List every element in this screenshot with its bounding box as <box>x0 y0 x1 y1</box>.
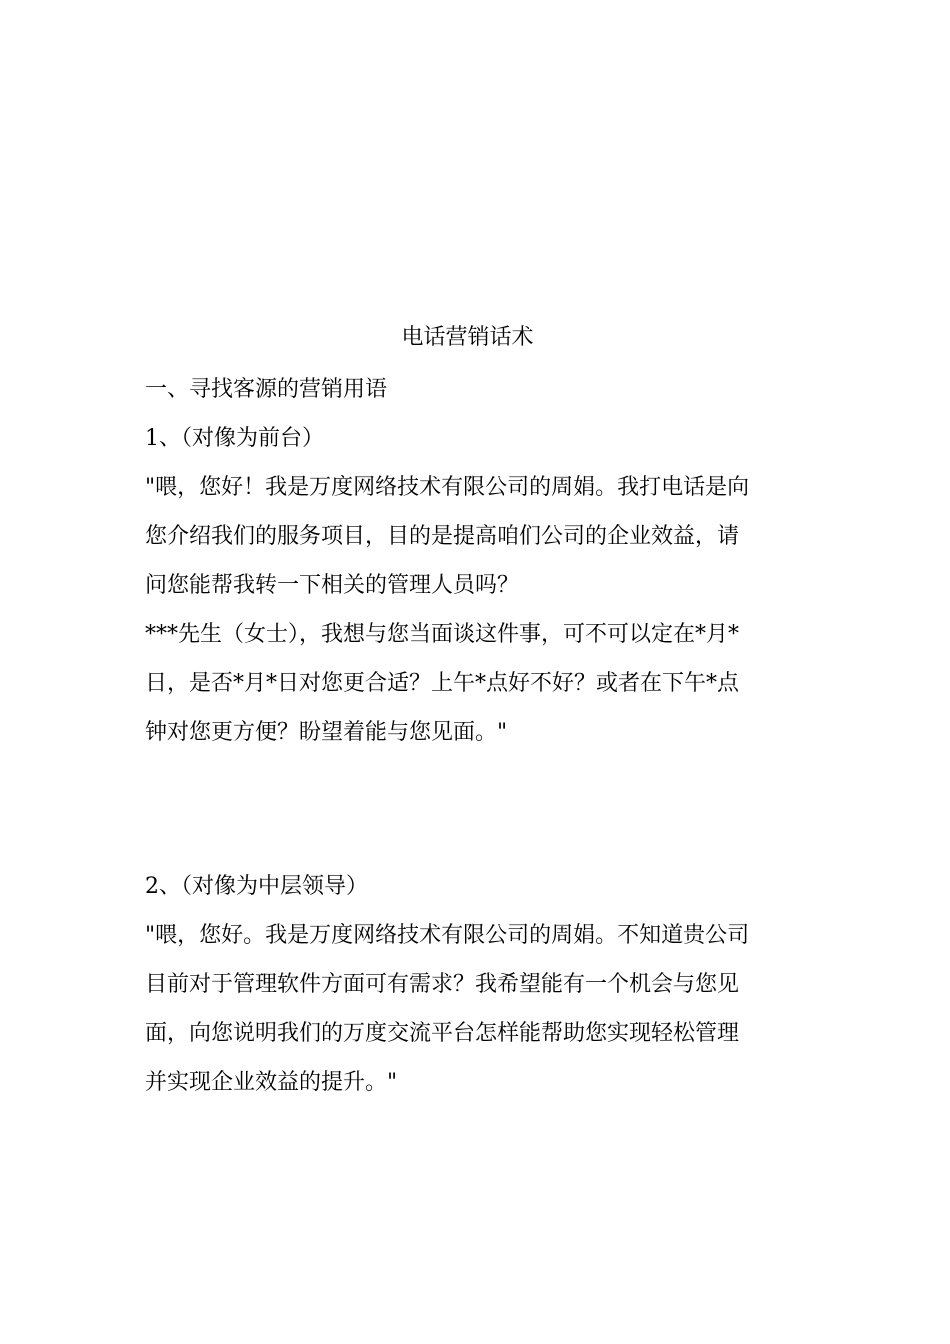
item-1-label: 1、（对像为前台） <box>145 426 324 451</box>
item-1-line: ***先生（女士），我想与您当面谈这件事，可不可以定在*月* <box>145 622 740 647</box>
item-1-line: "喂，您好！我是万度网络技术有限公司的周娟。我打电话是向 <box>145 475 750 500</box>
item-1-line: 您介绍我们的服务项目，目的是提高咱们公司的企业效益，请 <box>145 524 740 549</box>
item-2-line: 目前对于管理软件方面可有需求？我希望能有一个机会与您见 <box>145 972 740 997</box>
item-2-line: 面，向您说明我们的万度交流平台怎样能帮助您实现轻松管理 <box>145 1021 740 1046</box>
item-2-label: 2、（对像为中层领导） <box>145 874 368 899</box>
section-1-item-2 <box>145 862 810 1107</box>
item-1-line: 问您能帮我转一下相关的管理人员吗？ <box>145 573 520 598</box>
item-2-line: 并实现企业效益的提升。" <box>145 1070 398 1095</box>
item-2-line: "喂，您好。我是万度网络技术有限公司的周娟。不知道贵公司 <box>145 923 750 948</box>
document-title: 电话营销话术 <box>401 325 534 350</box>
section-1 <box>145 365 810 757</box>
section-1-heading: 一、寻找客源的营销用语 <box>145 377 388 402</box>
item-1-line: 钟对您更方便？盼望着能与您见面。" <box>145 720 508 745</box>
item-1-line: 日，是否*月*日对您更合适？上午*点好不好？或者在下午*点 <box>145 671 740 696</box>
